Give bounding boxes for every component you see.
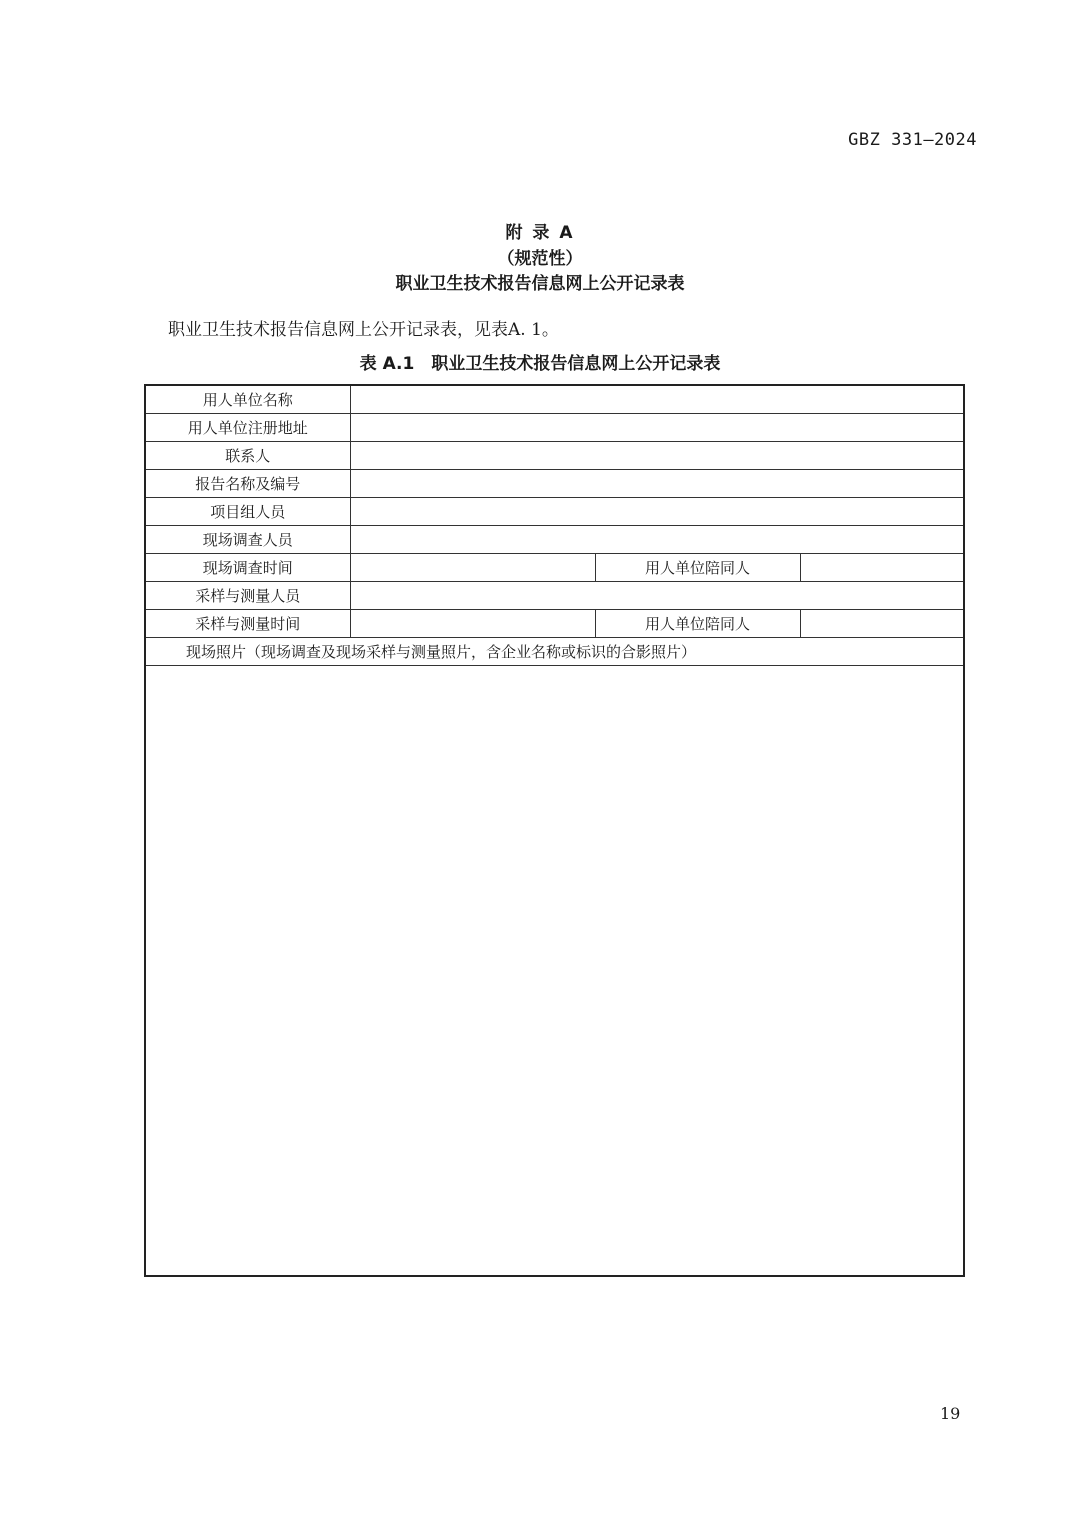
value-cell[interactable] <box>350 385 964 414</box>
value-cell[interactable] <box>350 610 595 638</box>
row-label: 现场调查人员 <box>145 526 350 554</box>
table-row <box>145 442 964 470</box>
intro-paragraph: 职业卫生技术报告信息网上公开记录表，见表A. 1。 <box>168 320 559 340</box>
table-row <box>145 554 964 582</box>
table-row <box>145 526 964 554</box>
record-table <box>144 384 965 1277</box>
value-cell[interactable] <box>800 610 964 638</box>
standard-code: GBZ 331—2024 <box>848 130 977 150</box>
row-label: 报告名称及编号 <box>145 470 350 498</box>
row-label: 采样与测量时间 <box>145 610 350 638</box>
photo-area[interactable] <box>145 666 964 1277</box>
annex-title: 职业卫生技术报告信息网上公开记录表 <box>395 274 685 294</box>
photo-label: 现场照片（现场调查及现场采样与测量照片，含企业名称或标识的合影照片） <box>145 638 964 666</box>
value-cell[interactable] <box>350 414 964 442</box>
table-row <box>145 414 964 442</box>
table-row <box>145 470 964 498</box>
value-cell[interactable] <box>350 442 964 470</box>
value-cell[interactable] <box>350 554 595 582</box>
value-cell[interactable] <box>350 498 964 526</box>
table-row <box>145 385 964 414</box>
row-label: 用人单位名称 <box>145 385 350 414</box>
table-row <box>145 666 964 1277</box>
value-cell[interactable] <box>800 554 964 582</box>
table-row <box>145 498 964 526</box>
row-label: 用人单位注册地址 <box>145 414 350 442</box>
row-label: 联系人 <box>145 442 350 470</box>
row-sub-label: 用人单位陪同人 <box>595 610 800 638</box>
annex-label: 附 录 A <box>505 223 575 243</box>
table-caption: 表 A.1 职业卫生技术报告信息网上公开记录表 <box>359 354 721 374</box>
table-row <box>145 582 964 610</box>
row-label: 项目组人员 <box>145 498 350 526</box>
table-row <box>145 638 964 666</box>
value-cell[interactable] <box>350 470 964 498</box>
row-label: 采样与测量人员 <box>145 582 350 610</box>
table-row <box>145 610 964 638</box>
value-cell[interactable] <box>350 526 964 554</box>
row-sub-label: 用人单位陪同人 <box>595 554 800 582</box>
value-cell[interactable] <box>350 582 964 610</box>
page-number: 19 <box>940 1404 961 1423</box>
row-label: 现场调查时间 <box>145 554 350 582</box>
annex-nature: （规范性） <box>497 249 583 269</box>
